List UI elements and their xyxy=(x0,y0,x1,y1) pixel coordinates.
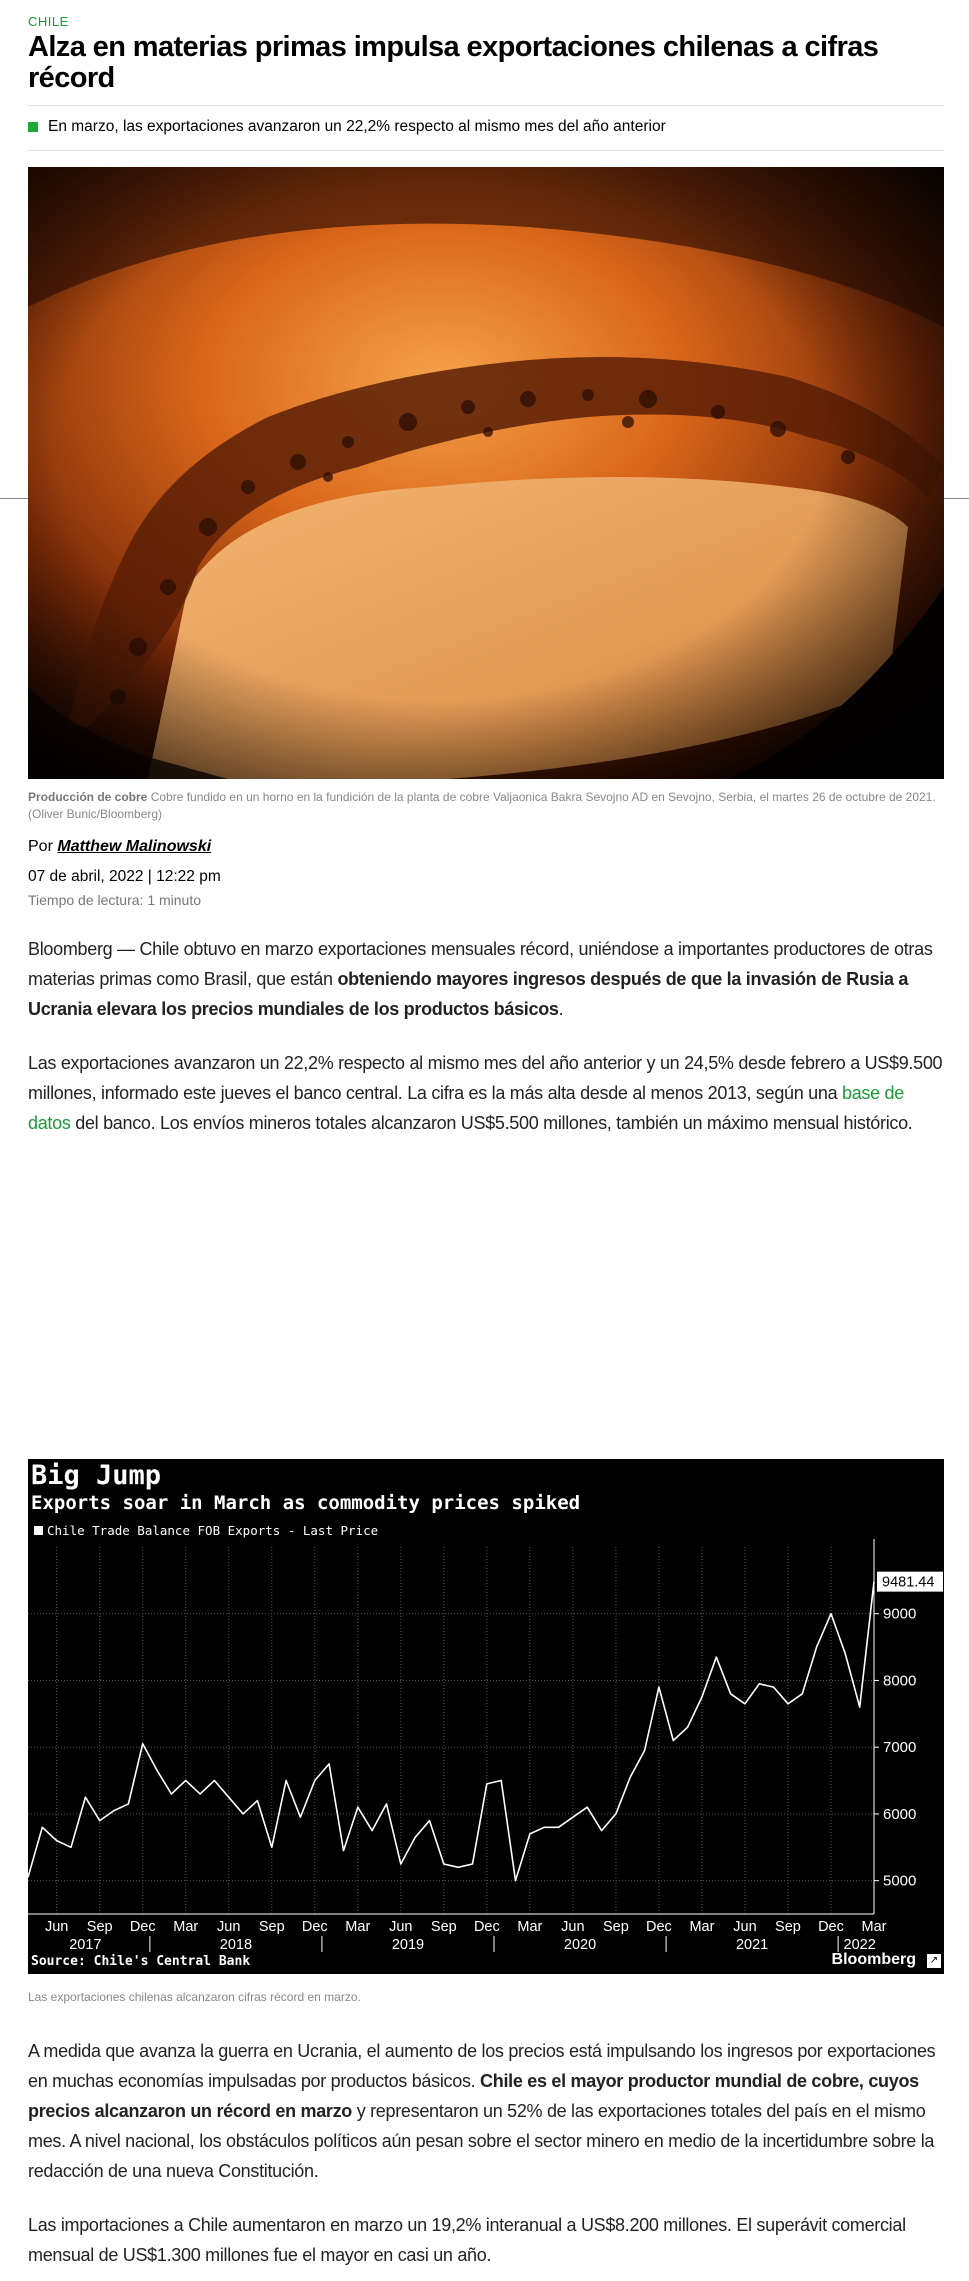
headline: Alza en materias primas impulsa exportaciones chilenas a cifras récord xyxy=(28,31,879,94)
author-link[interactable]: Matthew Malinowski xyxy=(57,838,212,855)
x-tick-label: Dec xyxy=(301,1919,328,1935)
byline xyxy=(28,838,211,856)
paragraph-4: Las importaciones a Chile aumentaron en marzo un 19,2% interanual a US$8.200 millones. El superávit comercial mensual de US$1.300 millones fue el mayor en casi un año. xyxy=(28,2215,906,2265)
lead-photo xyxy=(28,167,944,779)
byline-prefix: Por xyxy=(28,838,53,855)
paragraph-2: Las exportaciones avanzaron un 22,2% respecto al mismo mes del año anterior y un 24,5% desde febrero a US$9.500 millones, informado este jueves el banco central. La cifra es la más alta desde al menos 2013, según una base de datos del banco. Los envíos mineros totales alcanzaron US$5.500 millones, también un máximo mensual histórico. xyxy=(28,1053,943,1133)
bloomberg-logo: Bloomberg xyxy=(831,1951,916,1968)
x-tick-label: Sep xyxy=(775,1919,801,1935)
x-tick-label: Mar xyxy=(517,1919,543,1935)
y-tick-label: 6000 xyxy=(883,1805,917,1823)
y-tick-label: 5000 xyxy=(883,1872,917,1890)
year-label: 2020 xyxy=(563,1937,597,1953)
x-tick-label: Dec xyxy=(646,1919,672,1935)
share-icon[interactable]: ↗ xyxy=(927,1954,941,1968)
section-kicker[interactable]: CHILE xyxy=(28,14,69,29)
right-divider-line xyxy=(944,498,969,499)
abstract-text: En marzo, las exportaciones avanzaron un 22,2% respecto al mismo mes del año anterior xyxy=(48,118,666,135)
molten-copper-furnace-image xyxy=(28,167,944,779)
y-tick-label: 7000 xyxy=(883,1739,917,1757)
x-tick-label: Dec xyxy=(473,1919,500,1935)
x-tick-label: Mar xyxy=(345,1919,371,1935)
year-label: 2021 xyxy=(735,1937,769,1953)
exports-chart xyxy=(28,1459,944,1974)
photo-caption-title: Producción de cobre xyxy=(28,790,148,804)
x-tick-label: Dec xyxy=(818,1919,844,1935)
chart-subtitle: Exports soar in March as commodity prices spiked xyxy=(31,1492,581,1514)
chart-title: Big Jump xyxy=(31,1460,162,1491)
x-tick-label: Mar xyxy=(173,1919,199,1935)
x-tick-label: Sep xyxy=(602,1919,629,1935)
year-label: 2017 xyxy=(69,1937,102,1953)
x-tick-label: Sep xyxy=(86,1919,113,1935)
x-tick-label: Dec xyxy=(129,1919,156,1935)
divider xyxy=(28,105,944,106)
abstract xyxy=(28,118,666,136)
photo-caption xyxy=(28,789,944,823)
read-time: Tiempo de lectura: 1 minuto xyxy=(28,892,202,908)
last-value-label: 9481.44 xyxy=(882,1574,935,1591)
x-tick-label: Mar xyxy=(861,1919,887,1935)
x-tick-label: Jun xyxy=(733,1919,757,1935)
chart-plot xyxy=(28,1459,944,1974)
series-line xyxy=(28,1582,874,1881)
paragraph-3: A medida que avanza la guerra en Ucrania, el aumento de los precios está impulsando los ingresos por exportaciones en muchas economías impulsadas por productos básicos. Chile es el mayor productor mundial de cobre, cuyos precios alcanzaron un récord en marzo y representaron un 52% de las exportaciones totales del país en el mismo mes. A nivel nacional, los obstáculos políticos aún pesan sobre el sector minero en medio de la incertidumbre sobre la redacción de una nueva Constitución. xyxy=(28,2041,936,2181)
x-tick-label: Mar xyxy=(689,1919,715,1935)
year-label: 2022 xyxy=(843,1937,876,1953)
x-tick-label: Sep xyxy=(258,1919,285,1935)
publish-date: 07 de abril, 2022 | 12:22 pm xyxy=(28,868,221,885)
x-tick-label: Jun xyxy=(389,1919,413,1935)
y-tick-label: 9000 xyxy=(883,1605,917,1623)
x-tick-label: Sep xyxy=(430,1919,457,1935)
year-label: 2019 xyxy=(391,1937,425,1953)
left-divider-line xyxy=(0,498,28,499)
x-tick-label: Jun xyxy=(217,1919,241,1935)
x-tick-label: Jun xyxy=(561,1919,585,1935)
x-tick-label: Jun xyxy=(44,1919,69,1935)
paragraph-1: Bloomberg — Chile obtuvo en marzo exportaciones mensuales récord, uniéndose a importantes productores de otras materias primas como Brasil, que están obteniendo mayores ingresos después de que la invasión de Rusia a Ucrania elevara los precios mundiales de los productos básicos. xyxy=(28,939,933,1019)
year-label: 2018 xyxy=(219,1937,253,1953)
photo-caption-text: Cobre fundido en un horno en la fundición de la planta de cobre Valjaonica Bakra Sevojno AD en Sevojno, Serbia, el martes 26 de octubre de 2021. (Oliver Bunic/Bloomberg) xyxy=(28,790,936,821)
chart-caption: Las exportaciones chilenas alcanzaron cifras récord en marzo. xyxy=(28,1990,361,2004)
database-link[interactable]: base de datos xyxy=(28,1083,904,1133)
legend-label: Chile Trade Balance FOB Exports - Last Price xyxy=(47,1523,379,1538)
divider xyxy=(28,150,944,151)
y-tick-label: 8000 xyxy=(883,1672,917,1690)
bullet-square-icon xyxy=(28,122,38,132)
chart-source: Source: Chile's Central Bank xyxy=(31,1954,251,1969)
